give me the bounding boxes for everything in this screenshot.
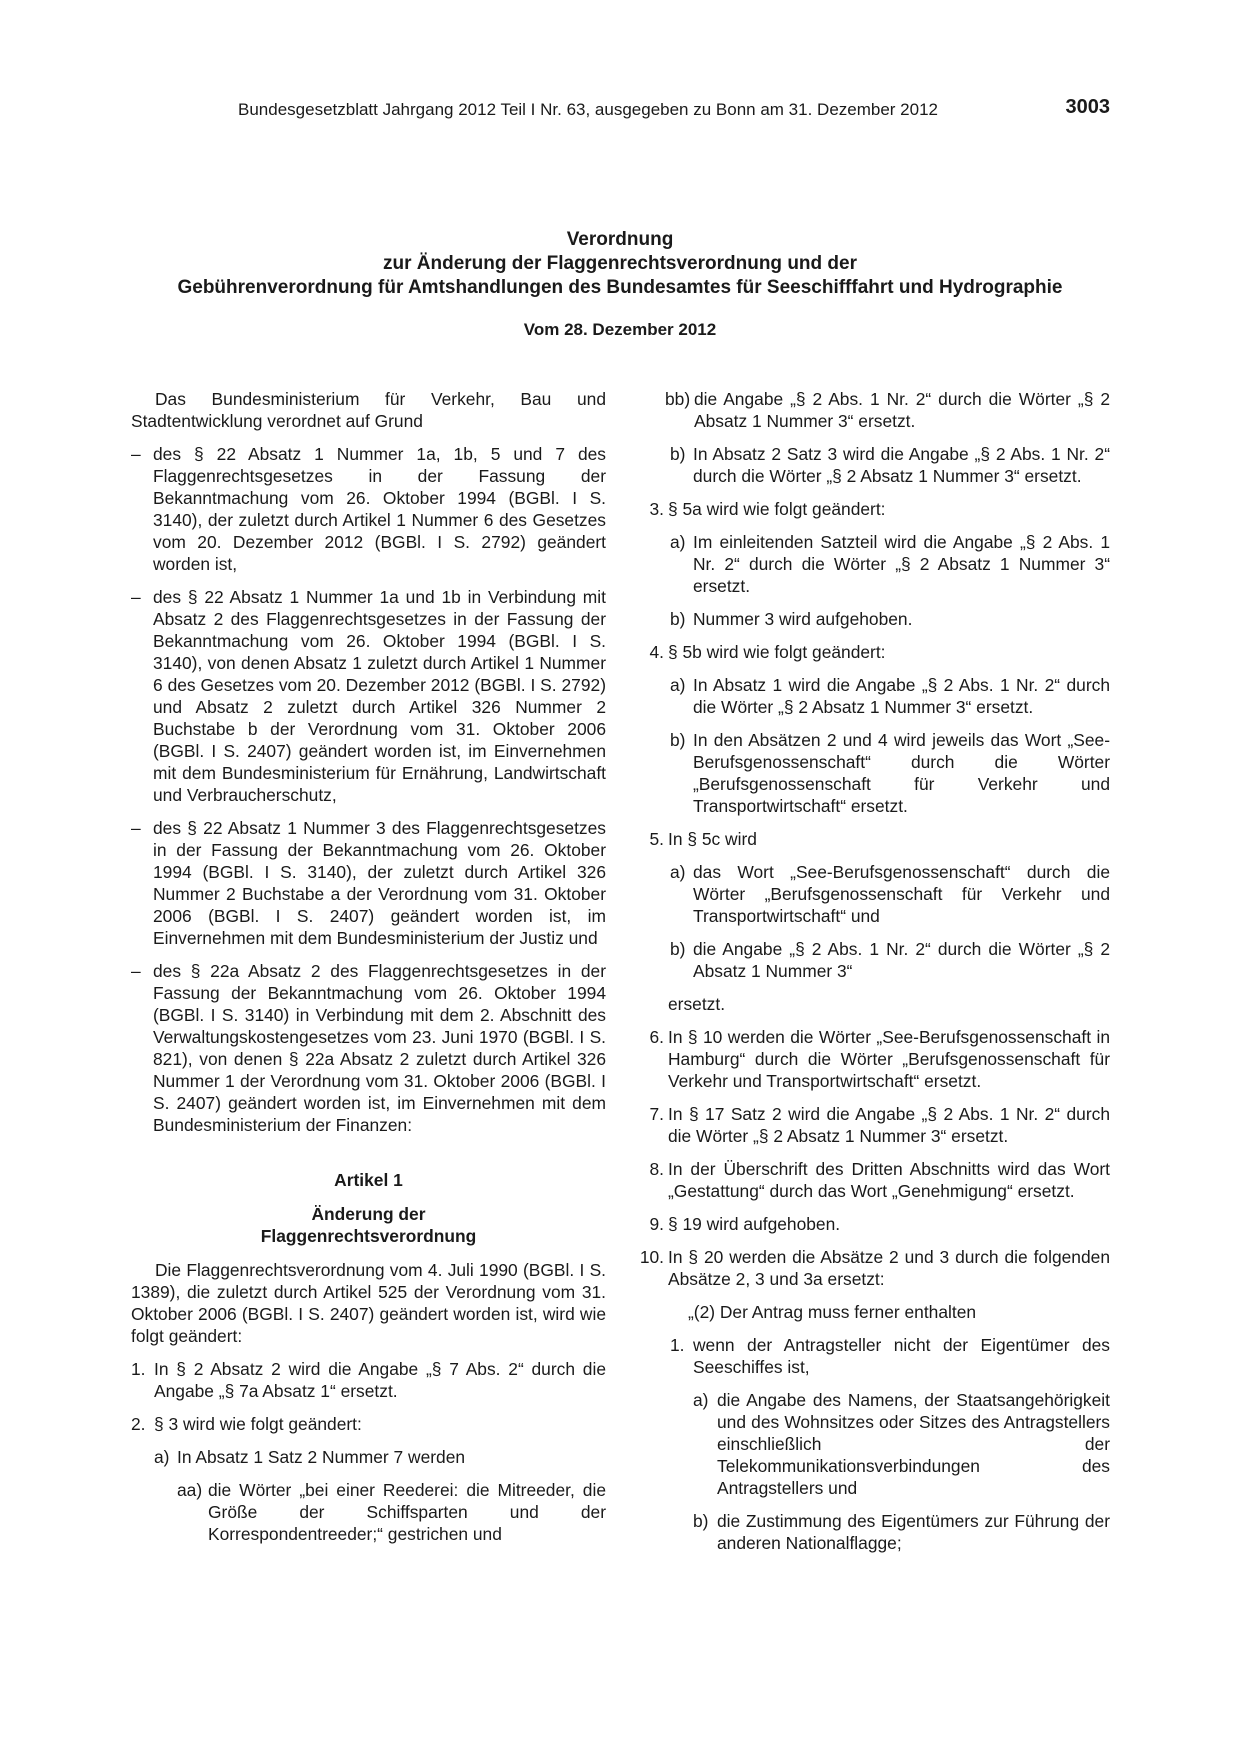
- amendment-item-4a: a) In Absatz 1 wird die Angabe „§ 2 Abs. 1 Nr. 2“ durch die Wörter „§ 2 Absatz 1 Nummer 3“ ersetzt.: [670, 675, 1110, 717]
- right-column: [633, 388, 1110, 1565]
- amendment-item-2b: b) In Absatz 2 Satz 3 wird die Angabe „§ 2 Abs. 1 Nr. 2“ durch die Wörter „§ 2 Absatz 1 Nummer 3“ ersetzt.: [670, 444, 1110, 486]
- header-text: Bundesgesetzblatt Jahrgang 2012 Teil I Nr. 63, ausgegeben zu Bonn am 31. Dezember 2012: [238, 100, 938, 119]
- quoted-item-1: 1. wenn der Antragsteller nicht der Eigentümer des Seeschiffes ist,: [670, 1335, 1110, 1377]
- document-date: Vom 28. Dezember 2012: [523, 320, 717, 339]
- artikel-subheading-1: Änderung der: [311, 1204, 426, 1224]
- title-line-2: zur Änderung der Flaggenrechtsverordnung und der: [383, 253, 857, 274]
- amendment-item-1: 1. In § 2 Absatz 2 wird die Angabe „§ 7 Abs. 2“ durch die Angabe „§ 7a Absatz 1“ ersetzt.: [131, 1359, 606, 1401]
- amendment-item-2: 2. § 3 wird wie folgt geändert:: [131, 1414, 362, 1434]
- quoted-paragraph: „(2) Der Antrag muss ferner enthalten: [688, 1302, 977, 1322]
- amendment-item-10: 10. In § 20 werden die Absätze 2 und 3 durch die folgenden Absätze 2, 3 und 3a ersetzt:: [639, 1247, 1110, 1289]
- amendment-item-2aa: aa) die Wörter „bei einer Reederei: die Mitreeder, die Größe der Schiffsparten und der Korrespondentreeder;“ gestrichen und: [177, 1480, 606, 1544]
- quoted-item-1b: b) die Zustimmung des Eigentümers zur Führung der anderen Nationalflagge;: [693, 1511, 1110, 1553]
- amendment-item-3b: b) Nummer 3 wird aufgehoben.: [670, 609, 913, 629]
- amendment-item-3: 3. § 5a wird wie folgt geändert:: [649, 499, 886, 519]
- legal-basis-item: – des § 22 Absatz 1 Nummer 3 des Flaggenrechtsgesetzes in der Fassung der Bekanntmachung vom 26. Oktober 1994 (BGBl. I S. 3140), der zuletzt durch Artikel 326 Nummer 2 Buchstabe a der Verordnung vom 31. Oktober 2006 (BGBl. I S. 2407) geändert worden ist, im Einvernehmen mit dem Bundesministerium der Justiz und: [131, 818, 606, 948]
- title-line-3: Gebührenverordnung für Amtshandlungen des Bundesamtes für Seeschifffahrt und Hydrographie: [177, 277, 1063, 298]
- artikel-heading: Artikel 1: [334, 1170, 403, 1190]
- amendment-item-5-tail: ersetzt.: [668, 994, 726, 1014]
- amendment-item-6: 6. In § 10 werden die Wörter „See-Berufsgenossenschaft in Hamburg“ durch die Wörter „Berufsgenossenschaft für Verkehr und Transportwirtschaft“ ersetzt.: [649, 1027, 1110, 1091]
- page-number: 3003: [1065, 96, 1110, 118]
- legal-basis-item: – des § 22 Absatz 1 Nummer 1a, 1b, 5 und 7 des Flaggenrechtsgesetzes in der Fassung der Bekanntmachung vom 26. Oktober 1994 (BGBl. I S. 3140), der zuletzt durch Artikel 1 Nummer 6 des Gesetzes vom 20. Dezember 2012 (BGBl. I S. 2792) geändert worden ist,: [131, 444, 606, 574]
- artikel-subheading-2: Flaggenrechtsverordnung: [260, 1226, 477, 1246]
- amendment-item-2a: a) In Absatz 1 Satz 2 Nummer 7 werden: [154, 1447, 466, 1467]
- running-header: [238, 96, 1110, 120]
- amendment-item-4b: b) In den Absätzen 2 und 4 wird jeweils das Wort „See-Berufsgenossenschaft“ durch die Wörter „Berufsgenossenschaft für Verkehr und Transportwirtschaft“ ersetzt.: [670, 730, 1110, 816]
- amendment-item-8: 8. In der Überschrift des Dritten Abschnitts wird das Wort „Gestattung“ durch das Wort „Genehmigung“ ersetzt.: [649, 1159, 1110, 1201]
- amendment-item-5: 5. In § 5c wird: [649, 829, 757, 849]
- document-title: [110, 228, 1130, 300]
- title-line-1: Verordnung: [566, 229, 674, 250]
- amendment-item-7: 7. In § 17 Satz 2 wird die Angabe „§ 2 Abs. 1 Nr. 2“ durch die Wörter „§ 2 Absatz 1 Nummer 3“ ersetzt.: [649, 1104, 1110, 1146]
- legal-basis-item: – des § 22 Absatz 1 Nummer 1a und 1b in Verbindung mit Absatz 2 des Flaggenrechtsgesetzes in der Fassung der Bekanntmachung vom 26. Oktober 1994 (BGBl. I S. 3140), von denen Absatz 1 zuletzt durch Artikel 1 Nummer 6 des Gesetzes vom 20. Dezember 2012 (BGBl. I S. 2792) und Absatz 2 zuletzt durch Artikel 326 Nummer 2 Buchstabe b der Verordnung vom 31. Oktober 2006 (BGBl. I S. 2407) geändert worden ist, im Einvernehmen mit dem Bundesministerium für Ernährung, Landwirtschaft und Verbraucherschutz,: [131, 587, 606, 805]
- legal-basis-item: – des § 22a Absatz 2 des Flaggenrechtsgesetzes in der Fassung der Bekanntmachung vom 26. Oktober 1994 (BGBl. I S. 3140) in Verbindung mit dem 2. Abschnitt des Verwaltungskostengesetzes vom 23. Juni 1970 (BGBl. I S. 821), von denen § 22a Absatz 2 zuletzt durch Artikel 326 Nummer 1 der Verordnung vom 31. Oktober 2006 (BGBl. I S. 2407) geändert worden ist, im Einvernehmen mit dem Bundesministerium der Finanzen:: [131, 961, 606, 1135]
- left-column: [131, 388, 606, 1556]
- amendment-item-5b: b) die Angabe „§ 2 Abs. 1 Nr. 2“ durch die Wörter „§ 2 Absatz 1 Nummer 3“: [670, 939, 1110, 981]
- amendment-item-5a: a) das Wort „See-Berufsgenossenschaft“ durch die Wörter „Berufsgenossenschaft für Verkehr und Transportwirtschaft“ und: [670, 862, 1110, 926]
- quoted-item-1a: a) die Angabe des Namens, der Staatsangehörigkeit und des Wohnsitzes oder Sitzes des Antragstellers einschließlich der Telekommunikationsverbindungen des Antragstellers und: [693, 1390, 1110, 1498]
- amendment-item-9: 9. § 19 wird aufgehoben.: [649, 1214, 841, 1234]
- amendment-item-3a: a) Im einleitenden Satzteil wird die Angabe „§ 2 Abs. 1 Nr. 2“ durch die Wörter „§ 2 Absatz 1 Nummer 3“ ersetzt.: [670, 532, 1110, 596]
- intro-paragraph: Das Bundesministerium für Verkehr, Bau und Stadtentwicklung verordnet auf Grund: [131, 389, 606, 431]
- artikel-intro: Die Flaggenrechtsverordnung vom 4. Juli 1990 (BGBl. I S. 1389), die zuletzt durch Artikel 525 der Verordnung vom 31. Oktober 2006 (BGBl. I S. 2407) geändert worden ist, wird wie folgt geändert:: [131, 1260, 606, 1346]
- amendment-item-2bb: bb) die Angabe „§ 2 Abs. 1 Nr. 2“ durch die Wörter „§ 2 Absatz 1 Nummer 3“ ersetzt.: [665, 389, 1110, 431]
- amendment-item-4: 4. § 5b wird wie folgt geändert:: [649, 642, 886, 662]
